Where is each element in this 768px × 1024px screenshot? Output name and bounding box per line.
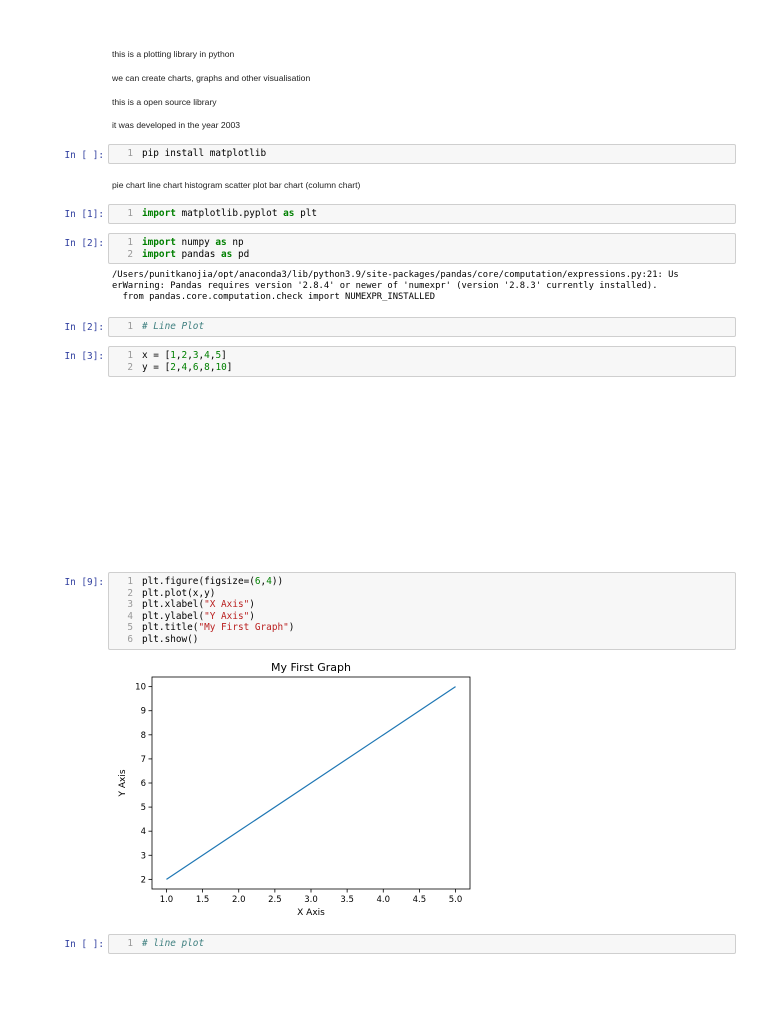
code-text: ) [249, 599, 255, 611]
code-text: plt.plot(x,y) [142, 587, 216, 599]
keyword: import [142, 248, 176, 260]
x-tick-label: 4.5 [412, 895, 427, 905]
code-comment: # Line Plot [142, 321, 205, 332]
y-tick-label: 2 [140, 875, 146, 886]
x-tick-label: 4.0 [376, 895, 391, 905]
markdown-line-4: it was developed in the year 2003 [112, 120, 241, 130]
line-number: 2 [127, 587, 133, 599]
code-text: plt.xlabel( [142, 599, 205, 611]
cell-prompt: In [ ]: [64, 150, 104, 161]
markdown-line-3: this is a open source library [112, 97, 217, 107]
code-text: ) [249, 610, 255, 622]
code-text: np [226, 237, 244, 248]
number: 6 [254, 576, 261, 587]
line-number: 6 [127, 633, 133, 645]
y-tick-label: 7 [140, 754, 146, 765]
code-text: plt.show() [142, 633, 199, 645]
markdown-line-1: this is a plotting library in python [112, 49, 235, 59]
code-cell-pip-install[interactable] [108, 144, 736, 164]
y-tick-label: 6 [140, 779, 146, 789]
code-text: matplotlib.pyplot [175, 208, 284, 219]
y-tick-label: 9 [140, 706, 146, 717]
code-text: plt.title( [142, 622, 199, 634]
chart-title: My First Graph [271, 661, 351, 674]
line-number: 1 [127, 208, 133, 219]
cell-prompt: In [9]: [64, 577, 104, 588]
line-number: 1 [127, 237, 133, 248]
keyword: as [221, 248, 233, 260]
keyword: import [142, 208, 176, 219]
number: 4 [266, 576, 272, 587]
line-number: 4 [127, 610, 133, 622]
x-tick-label: 2.0 [231, 895, 246, 905]
line-number: 1 [127, 938, 133, 949]
number: 2 [170, 361, 176, 373]
y-tick-label: 3 [140, 851, 146, 862]
code-cell-import-matplotlib[interactable] [108, 204, 736, 224]
code-text: numpy [175, 237, 216, 248]
code-cell-import-numpy-pandas[interactable] [108, 233, 736, 264]
code-text: )) [271, 576, 284, 587]
markdown-line-2: we can create charts, graphs and other visualisation [112, 73, 311, 83]
y-tick-label: 5 [140, 803, 146, 814]
code-text: pandas [175, 248, 222, 260]
code-cell-plot[interactable] [108, 572, 736, 650]
cell-prompt: In [3]: [64, 351, 104, 362]
cell-prompt: In [ ]: [64, 939, 104, 950]
y-tick-label: 4 [140, 827, 146, 838]
code-text: ) [288, 622, 295, 634]
code-text: pip install matplotlib [142, 148, 267, 159]
y-tick-label: 10 [135, 682, 146, 693]
number: 4 [181, 361, 188, 373]
number: 2 [181, 350, 188, 361]
keyword: import [142, 237, 176, 248]
string: "Y Axis" [204, 610, 250, 622]
y-tick-label: 8 [140, 730, 146, 741]
line-number: 1 [127, 576, 133, 587]
warning-output-line-3: from pandas.core.computation.check import NUMEXPR_INSTALLED [112, 292, 436, 302]
line-number: 2 [127, 361, 133, 373]
code-cell-define-xy[interactable]: 1 x = [1,2,3,4,5] 2 y = [2,4,6,8,10] [108, 346, 736, 377]
line-number: 1 [127, 321, 133, 332]
cell-prompt: In [1]: [64, 209, 104, 220]
code-cell-line-plot-comment-2[interactable] [108, 934, 736, 954]
code-text: plt.figure(figsize=( [142, 576, 255, 587]
line-number: 1 [127, 148, 133, 159]
line-number: 1 [127, 350, 133, 361]
cell-prompt: In [2]: [64, 322, 104, 333]
code-text: y = [ [142, 361, 171, 373]
x-tick-label: 1.0 [159, 895, 174, 905]
number: 3 [192, 350, 199, 361]
code-text: ] [226, 361, 233, 373]
warning-output-line-1: /Users/punitkanojia/opt/anaconda3/lib/python3.9/site-packages/pandas/core/computation/expressions.py:21: Us [112, 270, 679, 280]
string: "My First Graph" [198, 622, 289, 634]
line-number: 5 [127, 622, 133, 634]
keyword: as [283, 208, 295, 219]
cell-prompt: In [2]: [64, 238, 104, 249]
number: 1 [170, 350, 176, 361]
code-cell-line-plot-comment[interactable] [108, 317, 736, 337]
x-tick-label: 2.5 [268, 895, 282, 905]
code-text: x = [ [142, 350, 171, 361]
number: 5 [215, 350, 222, 361]
warning-output-line-2: erWarning: Pandas requires version '2.8.4' or newer of 'numexpr' (version '2.8.3' currently installed). [112, 281, 658, 291]
number: 8 [204, 361, 210, 373]
code-comment: # line plot [142, 938, 205, 949]
code-text: plt.ylabel( [142, 610, 205, 622]
number: 6 [192, 361, 199, 373]
x-tick-label: 1.5 [195, 895, 210, 905]
code-text: , [260, 576, 267, 587]
line-chart [106, 652, 486, 922]
number: 4 [204, 350, 210, 361]
number: 10 [215, 361, 227, 373]
x-tick-label: 3.5 [340, 895, 354, 905]
line-number: 2 [127, 248, 133, 260]
x-axis-label: X Axis [297, 908, 325, 918]
markdown-chart-types: pie chart line chart histogram scatter plot bar chart (column chart) [112, 180, 361, 190]
code-text: ] [221, 350, 227, 361]
code-text: pd [232, 248, 250, 260]
line-number: 3 [127, 599, 133, 611]
keyword: as [215, 237, 227, 248]
x-tick-label: 5.0 [448, 895, 463, 905]
x-tick-label: 3.0 [304, 895, 318, 905]
code-text: plt [294, 208, 317, 219]
string: "X Axis" [204, 599, 250, 611]
y-axis-label: Y Axis [118, 769, 128, 797]
